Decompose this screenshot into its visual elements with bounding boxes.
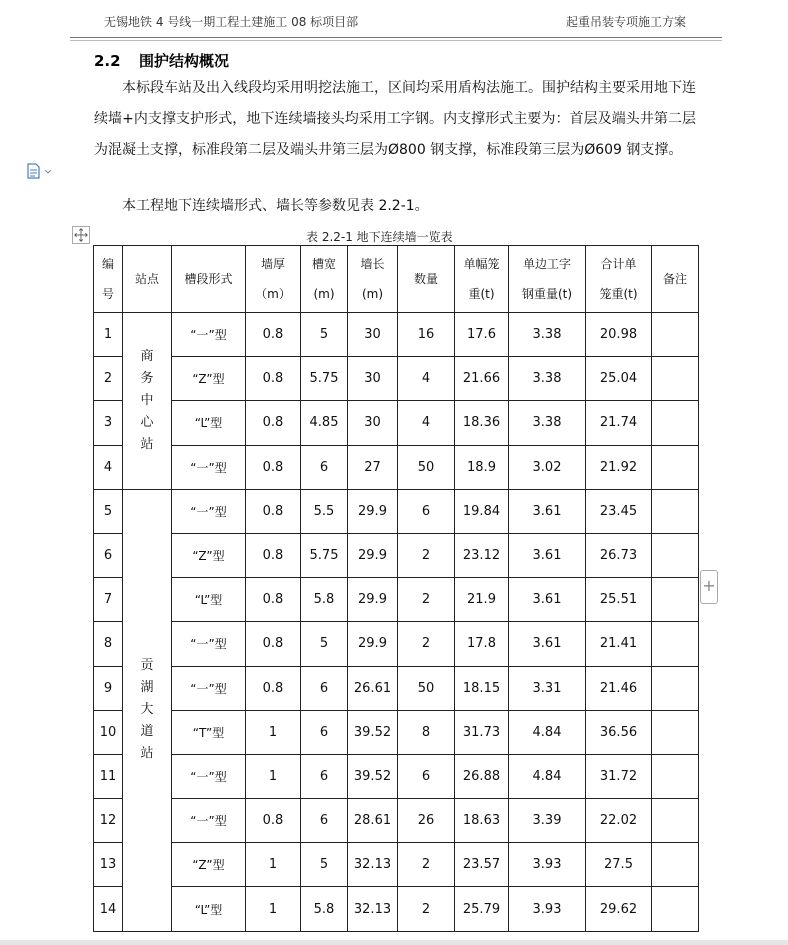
cell-steel: 3.02 bbox=[509, 445, 586, 489]
cell-width: 5 bbox=[301, 313, 348, 357]
cell-width: 6 bbox=[301, 754, 348, 798]
cell-thickness: 1 bbox=[246, 887, 301, 931]
table-row bbox=[94, 313, 699, 357]
header-no: 编 号 bbox=[94, 246, 123, 313]
cell-total: 25.51 bbox=[586, 578, 652, 622]
cell-no: 5 bbox=[94, 489, 123, 533]
cell-total: 29.62 bbox=[586, 887, 652, 931]
cell-cage: 25.79 bbox=[455, 887, 509, 931]
cell-cage: 31.73 bbox=[455, 710, 509, 754]
section-number: 2.2 bbox=[94, 52, 121, 70]
cell-thickness: 1 bbox=[246, 710, 301, 754]
cell-cage: 21.66 bbox=[455, 357, 509, 401]
cell-no: 10 bbox=[94, 710, 123, 754]
cell-type: “Z”型 bbox=[172, 533, 246, 577]
cell-total: 21.46 bbox=[586, 666, 652, 710]
cell-steel: 3.61 bbox=[509, 622, 586, 666]
cell-count: 26 bbox=[398, 799, 455, 843]
paragraph-1-text: 本标段车站及出入线段均采用明挖法施工，区间均采用盾构法施工。围护结构主要采用地下连续墙+内支撑支护形式，地下连续墙接头均采用工字钢。内支撑形式主要为：首层及端头井第二层为混凝土支撑，标准段第二层及端头井第三层为Ø800 钢支撑，标准段第三层为Ø609 钢支撑。 bbox=[94, 80, 696, 158]
cell-remark bbox=[652, 533, 699, 577]
cell-steel: 3.61 bbox=[509, 578, 586, 622]
cell-total: 22.02 bbox=[586, 799, 652, 843]
cell-count: 2 bbox=[398, 843, 455, 887]
cell-length: 26.61 bbox=[348, 666, 398, 710]
cell-thickness: 0.8 bbox=[246, 313, 301, 357]
header-left-text: 无锡地铁 4 号线一期工程土建施工 08 标项目部 bbox=[104, 15, 359, 29]
cell-width: 5.75 bbox=[301, 357, 348, 401]
header-steel-weight: 单边工字 钢重量(t) bbox=[509, 246, 586, 313]
cell-count: 50 bbox=[398, 666, 455, 710]
add-column-icon[interactable]: + bbox=[700, 570, 718, 604]
cell-remark bbox=[652, 710, 699, 754]
cell-steel: 3.93 bbox=[509, 887, 586, 931]
cell-length: 29.9 bbox=[348, 622, 398, 666]
cell-remark bbox=[652, 357, 699, 401]
cell-total: 31.72 bbox=[586, 754, 652, 798]
section-title-text: 围护结构概况 bbox=[139, 52, 230, 70]
cell-steel: 4.84 bbox=[509, 754, 586, 798]
table-row bbox=[94, 754, 699, 798]
cell-type: “Z”型 bbox=[172, 357, 246, 401]
cell-count: 6 bbox=[398, 754, 455, 798]
header-thickness: 墙厚 （m） bbox=[246, 246, 301, 313]
cell-no: 2 bbox=[94, 357, 123, 401]
cell-thickness: 0.8 bbox=[246, 622, 301, 666]
cell-length: 30 bbox=[348, 357, 398, 401]
cell-no: 6 bbox=[94, 533, 123, 577]
cell-thickness: 0.8 bbox=[246, 489, 301, 533]
cell-cage: 26.88 bbox=[455, 754, 509, 798]
cell-cage: 18.36 bbox=[455, 401, 509, 445]
table-caption: 表 2.2-1 地下连续墙一览表 bbox=[306, 230, 453, 244]
cell-thickness: 1 bbox=[246, 754, 301, 798]
cell-cage: 18.9 bbox=[455, 445, 509, 489]
cell-no: 7 bbox=[94, 578, 123, 622]
station-cell bbox=[123, 489, 172, 931]
cell-width: 6 bbox=[301, 799, 348, 843]
table-header-row bbox=[94, 246, 699, 313]
cell-thickness: 0.8 bbox=[246, 357, 301, 401]
station-char: 贡 bbox=[140, 658, 154, 674]
header-type: 槽段形式 bbox=[172, 246, 246, 313]
cell-total: 21.74 bbox=[586, 401, 652, 445]
table-row bbox=[94, 887, 699, 931]
cell-length: 30 bbox=[348, 401, 398, 445]
cell-width: 5 bbox=[301, 843, 348, 887]
cell-total: 36.56 bbox=[586, 710, 652, 754]
station-char: 道 bbox=[140, 724, 154, 740]
table-row bbox=[94, 622, 699, 666]
cell-type: “L”型 bbox=[172, 887, 246, 931]
header-width: 槽宽 (m) bbox=[301, 246, 348, 313]
table-row bbox=[94, 357, 699, 401]
cell-steel: 3.39 bbox=[509, 799, 586, 843]
cell-remark bbox=[652, 401, 699, 445]
section-title bbox=[94, 50, 229, 71]
cell-remark bbox=[652, 622, 699, 666]
cell-count: 6 bbox=[398, 489, 455, 533]
station-cell bbox=[123, 313, 172, 490]
cell-length: 39.52 bbox=[348, 710, 398, 754]
station-char: 大 bbox=[140, 702, 154, 718]
cell-type: “一”型 bbox=[172, 754, 246, 798]
bottom-scroll-area bbox=[0, 940, 788, 945]
cell-remark bbox=[652, 666, 699, 710]
cell-width: 5 bbox=[301, 622, 348, 666]
cell-steel: 3.38 bbox=[509, 313, 586, 357]
header-cage-weight: 单幅笼 重(t) bbox=[455, 246, 509, 313]
cell-thickness: 0.8 bbox=[246, 445, 301, 489]
cell-thickness: 0.8 bbox=[246, 533, 301, 577]
table-row bbox=[94, 533, 699, 577]
cell-total: 21.41 bbox=[586, 622, 652, 666]
cell-steel: 3.61 bbox=[509, 489, 586, 533]
station-char: 心 bbox=[140, 414, 154, 430]
cell-length: 27 bbox=[348, 445, 398, 489]
cell-no: 14 bbox=[94, 887, 123, 931]
cell-length: 29.9 bbox=[348, 533, 398, 577]
cell-total: 27.5 bbox=[586, 843, 652, 887]
cell-type: “一”型 bbox=[172, 313, 246, 357]
cell-steel: 3.31 bbox=[509, 666, 586, 710]
cell-no: 3 bbox=[94, 401, 123, 445]
table-row bbox=[94, 401, 699, 445]
cell-width: 5.8 bbox=[301, 578, 348, 622]
move-table-icon[interactable] bbox=[72, 226, 90, 244]
cell-length: 28.61 bbox=[348, 799, 398, 843]
cell-no: 4 bbox=[94, 445, 123, 489]
cell-total: 23.45 bbox=[586, 489, 652, 533]
cell-width: 6 bbox=[301, 445, 348, 489]
cell-count: 8 bbox=[398, 710, 455, 754]
cell-width: 4.85 bbox=[301, 401, 348, 445]
cell-cage: 21.9 bbox=[455, 578, 509, 622]
cell-count: 4 bbox=[398, 401, 455, 445]
cell-type: “L”型 bbox=[172, 401, 246, 445]
cell-cage: 23.12 bbox=[455, 533, 509, 577]
cell-count: 4 bbox=[398, 357, 455, 401]
cell-width: 5.5 bbox=[301, 489, 348, 533]
table-row bbox=[94, 489, 699, 533]
cell-length: 29.9 bbox=[348, 489, 398, 533]
cell-cage: 18.63 bbox=[455, 799, 509, 843]
cell-remark bbox=[652, 445, 699, 489]
station-char: 务 bbox=[140, 370, 154, 386]
station-char: 湖 bbox=[140, 680, 154, 696]
cell-total: 21.92 bbox=[586, 445, 652, 489]
paragraph-1 bbox=[94, 73, 696, 166]
station-char: 站 bbox=[140, 746, 154, 762]
cell-no: 12 bbox=[94, 799, 123, 843]
cell-type: “一”型 bbox=[172, 445, 246, 489]
cell-no: 11 bbox=[94, 754, 123, 798]
cell-no: 9 bbox=[94, 666, 123, 710]
paragraph-2-text: 本工程地下连续墙形式、墙长等参数见表 2.2-1。 bbox=[122, 198, 429, 214]
header-remark: 备注 bbox=[652, 246, 699, 313]
cell-cage: 23.57 bbox=[455, 843, 509, 887]
cell-count: 2 bbox=[398, 622, 455, 666]
cell-type: “一”型 bbox=[172, 622, 246, 666]
cell-remark bbox=[652, 843, 699, 887]
cell-cage: 17.6 bbox=[455, 313, 509, 357]
cell-type: “一”型 bbox=[172, 799, 246, 843]
station-char: 站 bbox=[140, 436, 154, 452]
cell-length: 39.52 bbox=[348, 754, 398, 798]
cell-length: 32.13 bbox=[348, 887, 398, 931]
header-total-weight: 合计单 笼重(t) bbox=[586, 246, 652, 313]
cell-remark bbox=[652, 887, 699, 931]
cell-width: 6 bbox=[301, 666, 348, 710]
cell-steel: 3.61 bbox=[509, 533, 586, 577]
header-station: 站点 bbox=[123, 246, 172, 313]
table-row bbox=[94, 666, 699, 710]
cell-remark bbox=[652, 799, 699, 843]
table-row bbox=[94, 843, 699, 887]
cell-total: 20.98 bbox=[586, 313, 652, 357]
cell-no: 1 bbox=[94, 313, 123, 357]
cell-remark bbox=[652, 313, 699, 357]
header-count: 数量 bbox=[398, 246, 455, 313]
cell-thickness: 0.8 bbox=[246, 799, 301, 843]
cell-type: “Z”型 bbox=[172, 843, 246, 887]
diaphragm-wall-table bbox=[93, 245, 699, 932]
station-char: 商 bbox=[140, 348, 154, 364]
cell-steel: 3.93 bbox=[509, 843, 586, 887]
cell-type: “一”型 bbox=[172, 489, 246, 533]
table-row bbox=[94, 710, 699, 754]
header-right-text: 起重吊装专项施工方案 bbox=[566, 15, 687, 29]
table-row bbox=[94, 799, 699, 843]
cell-remark bbox=[652, 578, 699, 622]
cell-length: 29.9 bbox=[348, 578, 398, 622]
cell-thickness: 0.8 bbox=[246, 666, 301, 710]
cell-steel: 3.38 bbox=[509, 357, 586, 401]
cell-width: 6 bbox=[301, 710, 348, 754]
document-icon[interactable] bbox=[27, 163, 57, 179]
header-rule-secondary bbox=[70, 40, 722, 41]
cell-count: 2 bbox=[398, 578, 455, 622]
cell-type: “一”型 bbox=[172, 666, 246, 710]
cell-no: 13 bbox=[94, 843, 123, 887]
header-length: 墙长 (m) bbox=[348, 246, 398, 313]
cell-type: “L”型 bbox=[172, 578, 246, 622]
cell-cage: 18.15 bbox=[455, 666, 509, 710]
cell-steel: 4.84 bbox=[509, 710, 586, 754]
cell-width: 5.75 bbox=[301, 533, 348, 577]
cell-cage: 17.8 bbox=[455, 622, 509, 666]
cell-remark bbox=[652, 754, 699, 798]
table-row bbox=[94, 578, 699, 622]
cell-thickness: 1 bbox=[246, 843, 301, 887]
table-row bbox=[94, 445, 699, 489]
cell-remark bbox=[652, 489, 699, 533]
paragraph-2 bbox=[94, 191, 696, 222]
cell-thickness: 0.8 bbox=[246, 578, 301, 622]
station-char: 中 bbox=[140, 392, 154, 408]
cell-cage: 19.84 bbox=[455, 489, 509, 533]
cell-total: 25.04 bbox=[586, 357, 652, 401]
cell-no: 8 bbox=[94, 622, 123, 666]
cell-steel: 3.38 bbox=[509, 401, 586, 445]
cell-width: 5.8 bbox=[301, 887, 348, 931]
cell-thickness: 0.8 bbox=[246, 401, 301, 445]
cell-count: 2 bbox=[398, 887, 455, 931]
cell-total: 26.73 bbox=[586, 533, 652, 577]
cell-count: 50 bbox=[398, 445, 455, 489]
cell-count: 2 bbox=[398, 533, 455, 577]
cell-type: “T”型 bbox=[172, 710, 246, 754]
cell-length: 32.13 bbox=[348, 843, 398, 887]
cell-length: 30 bbox=[348, 313, 398, 357]
cell-count: 16 bbox=[398, 313, 455, 357]
header-rule bbox=[70, 37, 722, 38]
